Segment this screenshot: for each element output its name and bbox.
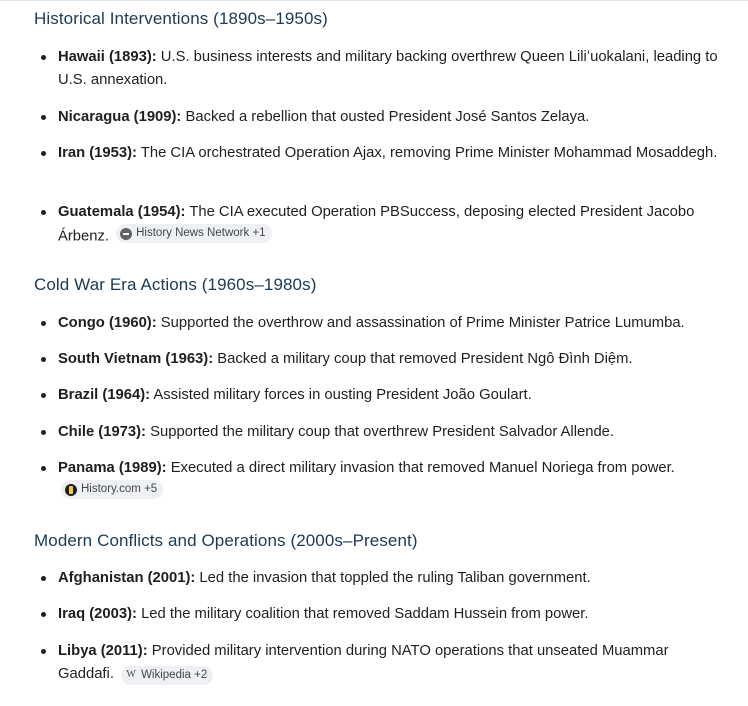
list-item-iraq <box>58 603 718 626</box>
item-label: Guatemala (1954): <box>58 204 186 220</box>
list-item-nicaragua <box>58 106 718 129</box>
item-text: The CIA orchestrated Operation Ajax, removing Prime Minister Mohammad Mosaddegh. <box>136 145 718 161</box>
list-item-panama <box>58 457 718 505</box>
item-text: Led the invasion that toppled the ruling Taliban government. <box>195 570 591 586</box>
item-text: U.S. business interests and military backing overthrew Queen Liliʻuokalani, leading to U.S. annexation. <box>58 49 718 88</box>
list-item-hawaii <box>58 46 718 92</box>
item-text: Backed a rebellion that ousted President José Santos Zelaya. <box>181 109 590 125</box>
bullet <box>41 210 46 215</box>
list-item-afghanistan <box>58 567 718 590</box>
source-chip[interactable] <box>61 480 163 499</box>
item-text: Assisted military forces in ousting President João Goulart. <box>150 387 532 403</box>
item-text: Executed a direct military invasion that removed Manuel Noriega from power. <box>166 460 675 476</box>
item-label: Nicaragua (1909): <box>58 109 182 125</box>
bullet <box>41 466 46 471</box>
section-heading: Cold War Era Actions (1960s–1980s) <box>34 275 317 294</box>
item-label: Iraq (2003): <box>58 606 137 622</box>
source-more-count: +2 <box>194 668 208 681</box>
item-label: Brazil (1964): <box>58 387 151 403</box>
item-label: South Vietnam (1963): <box>58 351 214 367</box>
item-label: Hawaii (1893): <box>58 49 157 65</box>
source-chip[interactable] <box>121 666 213 685</box>
item-text: Backed a military coup that removed President Ngô Đình Diệm. <box>213 351 633 367</box>
item-text: Provided military intervention during NATO operations that unseated Muammar Gaddafi. <box>58 643 669 682</box>
wikipedia-icon: W <box>126 669 136 680</box>
bullet <box>41 393 46 398</box>
list-item-libya <box>58 640 718 686</box>
source-more-count: +1 <box>252 227 266 239</box>
list-item-iran <box>58 142 718 165</box>
item-text: Supported the overthrow and assassination of Prime Minister Patrice Lumumba. <box>156 315 685 331</box>
bullet <box>41 357 46 362</box>
top-divider <box>0 0 748 1</box>
bullet <box>41 151 46 156</box>
bullet <box>41 321 46 326</box>
list-item-chile <box>58 421 718 444</box>
source-more-count: +5 <box>144 483 158 495</box>
item-label: Iran (1953): <box>58 145 137 161</box>
source-name: Wikipedia <box>141 668 191 681</box>
bullet <box>41 612 46 617</box>
list-item-brazil <box>58 384 718 407</box>
bullet <box>41 430 46 435</box>
item-text: Led the military coalition that removed Saddam Hussein from power. <box>136 606 589 622</box>
item-text: Supported the military coup that overthrew President Salvador Allende. <box>146 424 615 440</box>
bullet <box>41 55 46 60</box>
list-item-congo <box>58 312 718 335</box>
source-name: History News Network <box>136 227 250 239</box>
source-chip[interactable] <box>116 224 271 243</box>
history-com-icon <box>65 484 77 496</box>
bullet <box>41 115 46 120</box>
list-item-south-vietnam <box>58 348 718 371</box>
source-name: History.com <box>81 483 141 495</box>
section-heading: Modern Conflicts and Operations (2000s–Present) <box>34 531 418 550</box>
item-label: Chile (1973): <box>58 424 146 440</box>
item-label: Libya (2011): <box>58 643 148 659</box>
bullet <box>41 649 46 654</box>
section-heading: Historical Interventions (1890s–1950s) <box>34 9 328 28</box>
item-label: Panama (1989): <box>58 460 167 476</box>
history-news-network-icon <box>120 228 132 240</box>
item-text: The CIA executed Operation PBSuccess, deposing elected President Jacobo Árbenz. <box>58 204 695 245</box>
bullet <box>41 576 46 581</box>
item-label: Congo (1960): <box>58 315 157 331</box>
item-label: Afghanistan (2001): <box>58 570 196 586</box>
list-item-guatemala <box>58 201 718 249</box>
